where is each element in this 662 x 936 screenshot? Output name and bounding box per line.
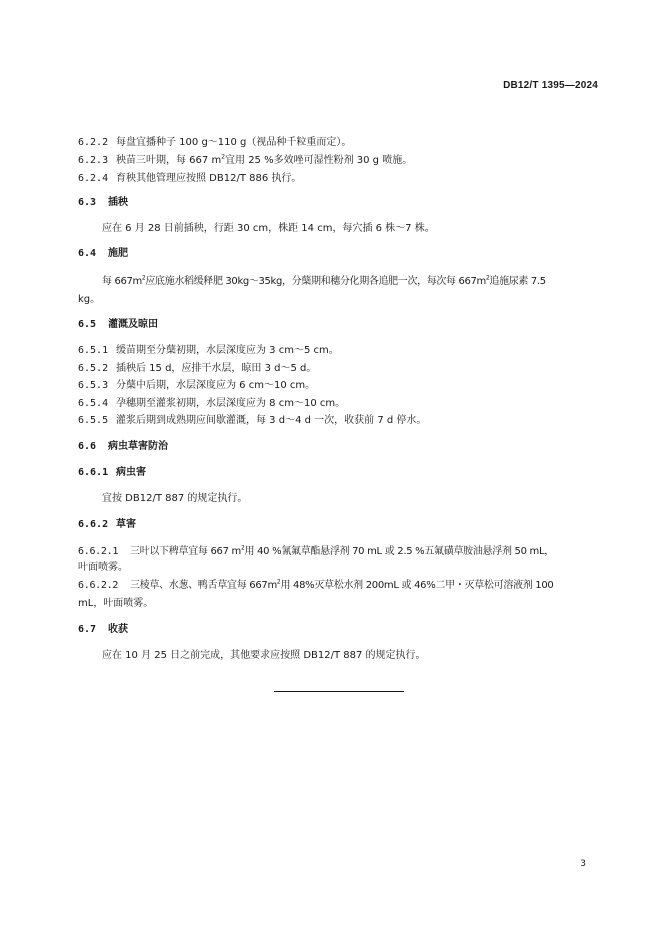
heading-title: 插秧 [108,197,128,208]
clause-number: 6.5.4 [78,398,109,409]
heading-6-4 [78,247,128,261]
clause-6-6-2-1 [78,545,554,559]
heading-title: 病虫草害防治 [108,441,168,452]
heading-title: 病虫害 [116,467,146,478]
clause-text: 秧苗三叶期，每 667 m [116,155,222,166]
paragraph-6-7: 应在 10 月 25 日之前完成，其他要求应按照 DB12/T 887 的规定执行。 [102,650,426,661]
clause-6-6-2-2-cont: mL，叶面喷雾。 [78,598,154,609]
clause-text-cont: 用 40 %氰氟草酯悬浮剂 70 mL 或 2.5 %五氟磺草胺油悬浮剂 50 mL， [244,546,554,557]
heading-number: 6.4 [78,248,97,259]
clause-number: 6.2.2 [78,137,109,148]
clause-6-6-2-2 [78,579,554,593]
superscript: 2 [241,544,245,552]
clause-6-2-2 [78,136,351,150]
document-code: DB12/T 1395—2024 [503,80,598,91]
clause-number: 6.6.2.1 [78,546,119,557]
clause-6-5-3 [78,379,315,393]
text-run: 每 667m [102,276,142,287]
clause-6-5-4 [78,397,345,411]
heading-6-5 [78,318,158,332]
clause-6-6-2-1-cont: 叶面喷雾。 [78,562,128,573]
clause-6-5-1 [78,344,339,358]
heading-number: 6.6.1 [78,467,109,478]
paragraph-6-4-cont: kg。 [78,294,101,305]
clause-text: 育秧其他管理应按照 DB12/T 886 执行。 [116,173,302,184]
heading-number: 6.7 [78,624,97,635]
clause-number: 6.5.1 [78,345,109,356]
paragraph-6-3: 应在 6 月 28 日前插秧，行距 30 cm，株距 14 cm，每穴插 6 株～7 株。 [102,223,435,234]
superscript: 2 [276,578,281,586]
heading-title: 施肥 [108,248,128,259]
clause-text: 孕穗期至灌浆初期，水层深度应为 8 cm～10 cm。 [116,398,346,409]
superscript: 2 [141,274,146,282]
clause-6-5-5 [78,414,426,428]
heading-title: 收获 [108,624,128,635]
heading-title: 灌溉及晾田 [108,319,158,330]
text-run: 应底施水稻缓释肥 30kg～35kg，分蘖期和穗分化期各追肥一次，每次每 667m [145,276,486,287]
page-number: 3 [580,859,586,869]
clause-number: 6.6.2.2 [78,580,119,591]
paragraph-6-4 [102,275,546,289]
heading-6-6-1 [78,466,146,480]
heading-number: 6.5 [78,319,97,330]
heading-number: 6.6 [78,441,97,452]
clause-number: 6.5.2 [78,363,109,374]
clause-text: 三叶以下稗草宜每 667 m [130,546,241,557]
clause-text-cont: 宜用 25 %多效唑可湿性粉剂 30 g 喷施。 [225,155,413,166]
clause-6-2-3 [78,154,412,168]
text-run: 追施尿素 7.5 [489,276,546,287]
clause-text: 插秧后 15 d，应排干水层，晾田 3 d～5 d。 [116,363,317,374]
clause-number: 6.2.3 [78,155,109,166]
clause-text: 三棱草、水葱、鸭舌草宜每 667m [130,580,277,591]
clause-6-5-2 [78,362,316,376]
clause-text: 缓苗期至分蘖初期，水层深度应为 3 cm～5 cm。 [116,345,339,356]
clause-text: 分蘖中后期，水层深度应为 6 cm～10 cm。 [116,380,316,391]
clause-text: 灌浆后期到成熟期应间歇灌溉，每 3 d～4 d 一次，收获前 7 d 停水。 [116,415,427,426]
superscript: 2 [221,153,226,161]
clause-number: 6.2.4 [78,173,109,184]
heading-6-3 [78,196,128,210]
heading-number: 6.6.2 [78,519,109,530]
paragraph-6-6-1: 宜按 DB12/T 887 的规定执行。 [102,493,248,504]
clause-text: 每盘宜播种子 100 g～110 g（视品种千粒重而定）。 [116,137,352,148]
clause-6-2-4 [78,172,301,186]
heading-6-6-2 [78,518,136,532]
heading-number: 6.3 [78,197,97,208]
clause-number: 6.5.5 [78,415,109,426]
heading-6-6 [78,440,168,454]
end-rule [274,691,404,692]
superscript: 2 [485,274,490,282]
clause-number: 6.5.3 [78,380,109,391]
heading-title: 草害 [116,519,136,530]
heading-6-7 [78,623,128,637]
clause-text-cont: 用 48%灭草松水剂 200mL 或 46%二甲・灭草松可溶液剂 100 [280,580,554,591]
